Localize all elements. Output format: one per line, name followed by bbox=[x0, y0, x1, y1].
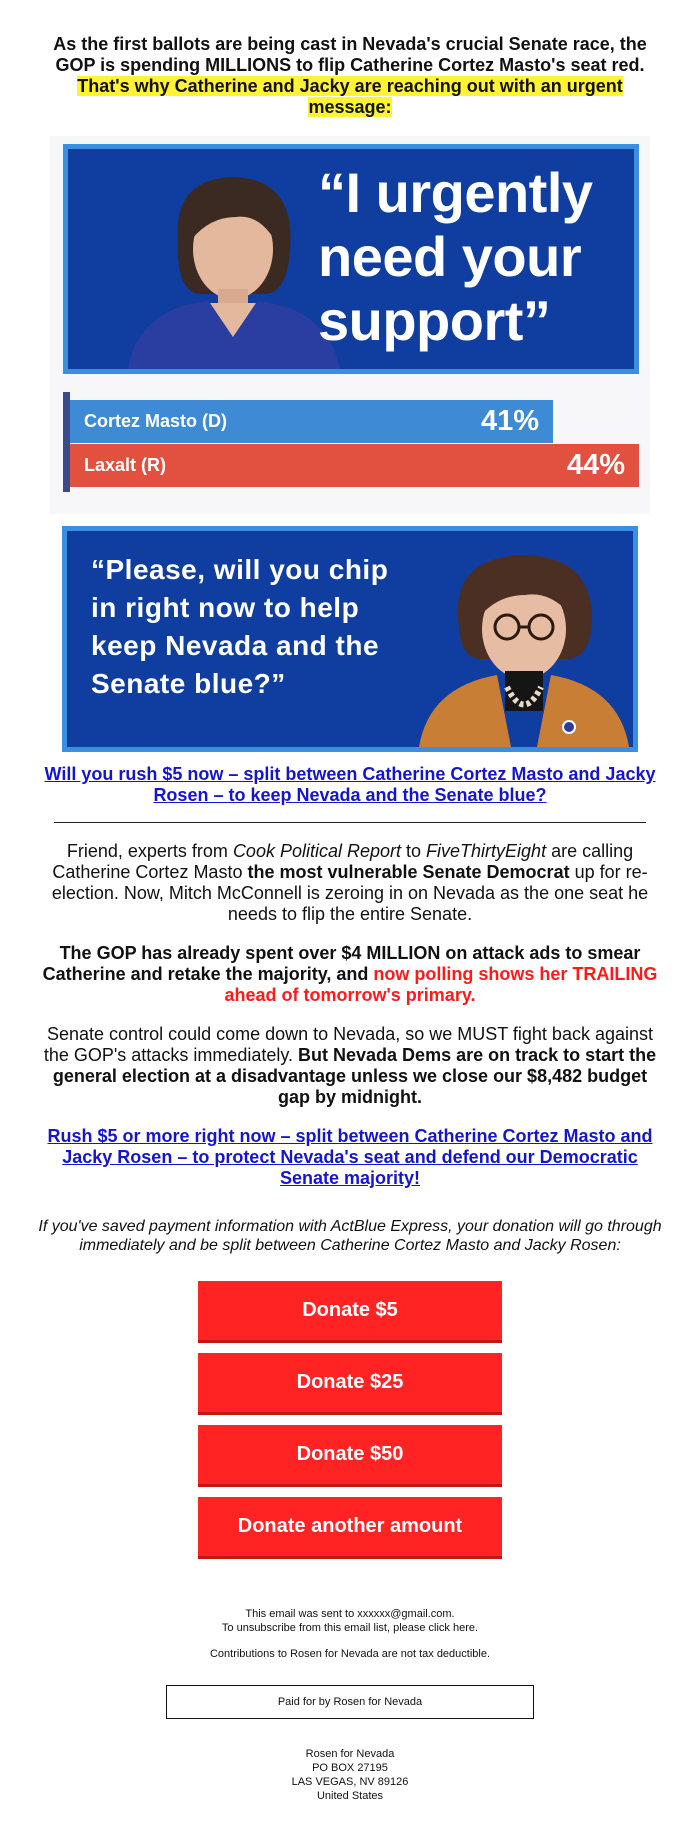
para2-bold: The GOP has already spent over $4 MILLION on attack ads to smear Catherine and retake the majority, and bbox=[42, 943, 641, 984]
divider bbox=[54, 822, 646, 823]
para1-text-to: to bbox=[401, 841, 427, 861]
address-line: Rosen for Nevada bbox=[305, 1748, 395, 1760]
donate-link-rush-5[interactable]: Will you rush $5 now – split between Catherine Cortez Masto and Jacky Rosen – to keep Nevada and the Senate blue? bbox=[44, 764, 656, 805]
para3-bold: But Nevada Dems are on track to start the general election at a disadvantage unless we close our $8,482 budget gap by midnight. bbox=[52, 1045, 657, 1107]
paid-for-box: Paid for by Rosen for Nevada bbox=[166, 1685, 534, 1719]
donate-link-1-container bbox=[35, 764, 665, 806]
intro-line: As the first ballots are being cast in Nevada's crucial Senate race, the GOP is spending MILLIONS to flip Catherine Cortez Masto's seat red. bbox=[53, 34, 647, 75]
quote-panel-1 bbox=[63, 144, 639, 374]
poll-chart bbox=[63, 392, 639, 492]
paragraph-attack-ads bbox=[35, 943, 665, 1006]
para1-text-b: are calling Catherine Cortez Masto bbox=[52, 841, 634, 882]
donate-5-button[interactable]: Donate $5 bbox=[198, 1281, 502, 1343]
para1-cook-political: Cook Political Report bbox=[232, 841, 402, 861]
portrait-catherine bbox=[118, 169, 348, 369]
sent-to-text: This email was sent to xxxxxx@gmail.com. bbox=[245, 1608, 455, 1620]
para1-text-c: up for re-election. Now, Mitch McConnell is zeroing in on Nevada as the one seat he needs to flip the entire Senate. bbox=[51, 862, 649, 924]
poll-bar-republican bbox=[70, 444, 639, 487]
paragraph-budget-gap bbox=[35, 1024, 665, 1108]
poll-label-republican: Laxalt (R) bbox=[84, 455, 167, 475]
intro-highlight: That's why Catherine and Jacky are reaching out with an urgent message: bbox=[77, 76, 623, 117]
quote-urgent-support: “I urgently need your support” bbox=[318, 161, 593, 352]
address-line: United States bbox=[316, 1790, 384, 1802]
para3-text: Senate control could come down to Nevada, so we MUST fight back against the GOP's attacks immediately. bbox=[43, 1024, 653, 1065]
portrait-jacky bbox=[419, 547, 629, 747]
mailing-address bbox=[35, 1747, 665, 1803]
para1-fivethirtyeight: FiveThirtyEight bbox=[426, 841, 547, 861]
para2-red: now polling shows her TRAILING ahead of tomorrow's primary. bbox=[224, 964, 658, 1005]
donate-50-button[interactable]: Donate $50 bbox=[198, 1425, 502, 1487]
donate-link-2-container bbox=[35, 1126, 665, 1189]
footer bbox=[35, 1607, 665, 1803]
poll-bar-democrat bbox=[70, 400, 553, 443]
para1-bold: the most vulnerable Senate Democrat bbox=[247, 862, 570, 882]
chip-in-graphic[interactable] bbox=[62, 526, 638, 752]
para1-text-a: Friend, experts from bbox=[66, 841, 233, 861]
donate-buttons bbox=[198, 1281, 502, 1559]
poll-value-democrat: 41% bbox=[480, 405, 539, 437]
address-line: LAS VEGAS, NV 89126 bbox=[291, 1776, 409, 1788]
unsubscribe-link[interactable]: To unsubscribe from this email list, please click here. bbox=[221, 1622, 479, 1634]
address-line: PO BOX 27195 bbox=[312, 1762, 388, 1774]
urgent-support-graphic[interactable] bbox=[50, 136, 650, 514]
donate-25-button[interactable]: Donate $25 bbox=[198, 1353, 502, 1415]
actblue-express-note: If you've saved payment information with ActBlue Express, your donation will go through immediately and be split between Catherine Cortez Masto and Jacky Rosen: bbox=[38, 1218, 662, 1254]
intro-text bbox=[35, 34, 665, 118]
poll-value-republican: 44% bbox=[566, 449, 625, 481]
quote-chip-in: “Please, will you chip in right now to help keep Nevada and the Senate blue?” bbox=[91, 554, 389, 699]
donate-link-rush-5-or-more[interactable]: Rush $5 or more right now – split between Catherine Cortez Masto and Jacky Rosen – to protect Nevada's seat and defend our Democratic Senate majority! bbox=[47, 1126, 653, 1188]
poll-label-democrat: Cortez Masto (D) bbox=[84, 411, 227, 431]
donate-other-amount-button[interactable]: Donate another amount bbox=[198, 1497, 502, 1559]
tax-disclaimer: Contributions to Rosen for Nevada are not tax deductible. bbox=[209, 1648, 491, 1660]
paragraph-vulnerable bbox=[35, 841, 665, 925]
